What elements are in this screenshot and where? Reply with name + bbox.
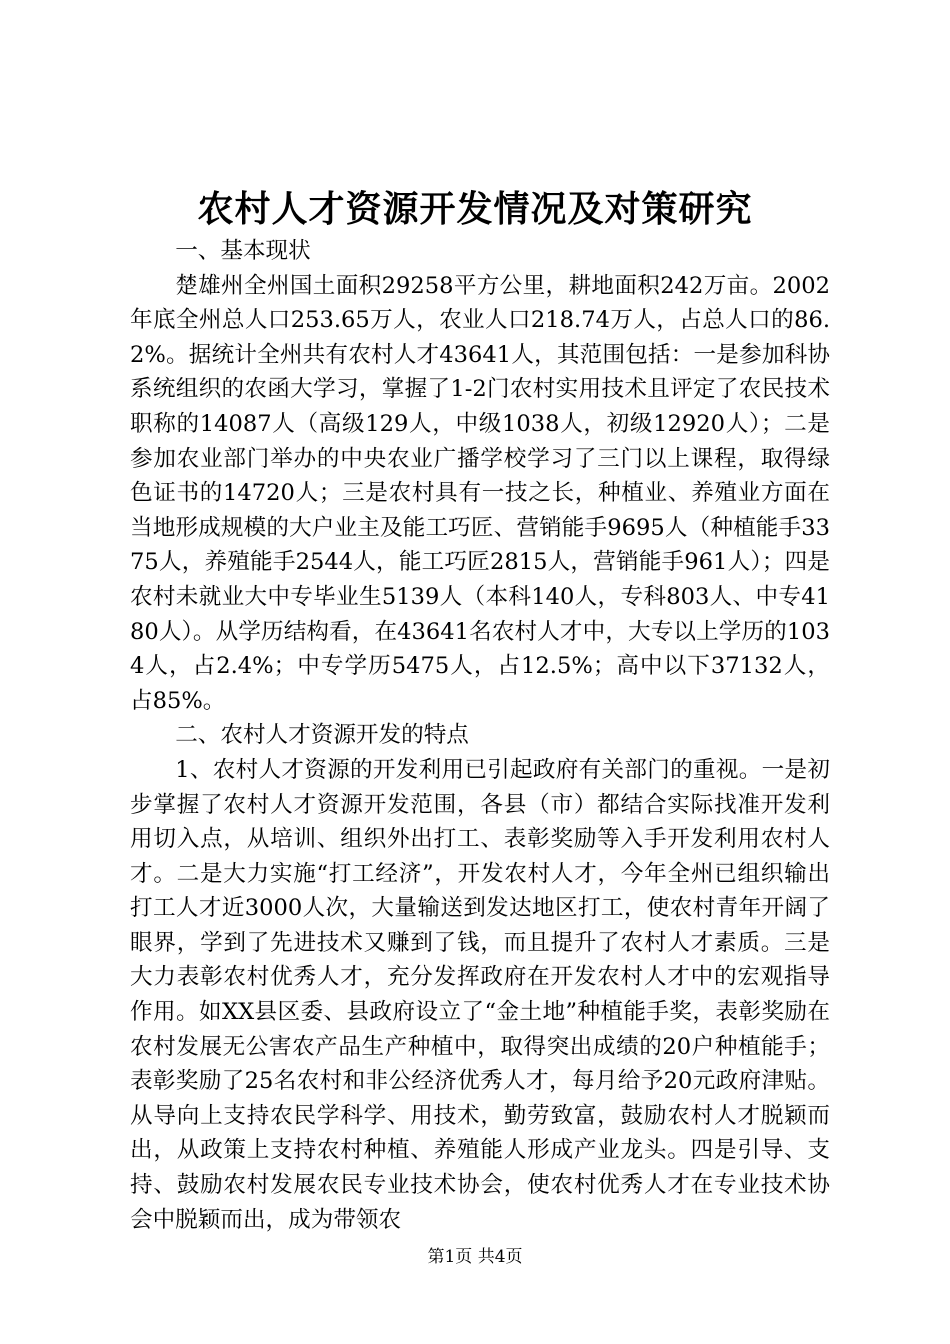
paragraph-characteristics: 1、农村人才资源的开发利用已引起政府有关部门的重视。一是初步掌握了农村人才资源开发范围，各县（市）都结合实际找准开发利用切入点，从培训、组织外出打工、表彰奖励等入手开发利用农村人才。二是大力实施“打工经济”，开发农村人才，今年全州已组织输出打工人才近3000人次，大量输送到发达地区打工，使农村青年开阔了眼界，学到了先进技术又赚到了钱，而且提升了农村人才素质。三是大力表彰农村优秀人才，充分发挥政府在开发农村人才中的宏观指导作用。如XX县区委、县政府设立了“金土地”种植能手奖，表彰奖励在农村发展无公害农产品生产种植中，取得突出成绩的20户种植能手；表彰奖励了25名农村和非公经济优秀人才，每月给予20元政府津贴。从导向上支持农民学科学、用技术，勤劳致富，鼓励农村人才脱颖而出，从政策上支持农村种植、养殖能人形成产业龙头。四是引导、支持、鼓励农村发展农民专业技术协会，使农村优秀人才在专业技术协会中脱颖而出，成为带领农 xyxy=(130,756,830,1233)
page-footer: 第1页 共4页 xyxy=(427,1247,523,1267)
section-heading-characteristics: 二、农村人才资源开发的特点 xyxy=(175,722,469,749)
document-title: 农村人才资源开发情况及对策研究 xyxy=(197,188,753,230)
paragraph-basic-status: 楚雄州全州国土面积29258平方公里，耕地面积242万亩。2002年底全州总人口253.65万人，农业人口218.74万人，占总人口的86.2%。据统计全州共有农村人才43641人，其范围包括：一是参加科协系统组织的农函大学习，掌握了1-2门农村实用技术且评定了农民技术职称的14087人（高级129人，中级1038人，初级12920人）；二是参加农业部门举办的中央农业广播学校学习了三门以上课程，取得绿色证书的14720人；三是农村具有一技之长，种植业、养殖业方面在当地形成规模的大户业主及能工巧匠、营销能手9695人（种植能手3375人，养殖能手2544人，能工巧匠2815人，营销能手961人）；四是农村未就业大中专毕业生5139人（本科140人，专科803人、中专4180人）。从学历结构看，在43641名农村人才中，大专以上学历的1034人，占2.4%；中专学历5475人，占12.5%；高中以下37132人，占85%。 xyxy=(130,272,830,714)
document-body xyxy=(130,234,830,1237)
section-heading-basic-status: 一、基本现状 xyxy=(175,238,311,264)
